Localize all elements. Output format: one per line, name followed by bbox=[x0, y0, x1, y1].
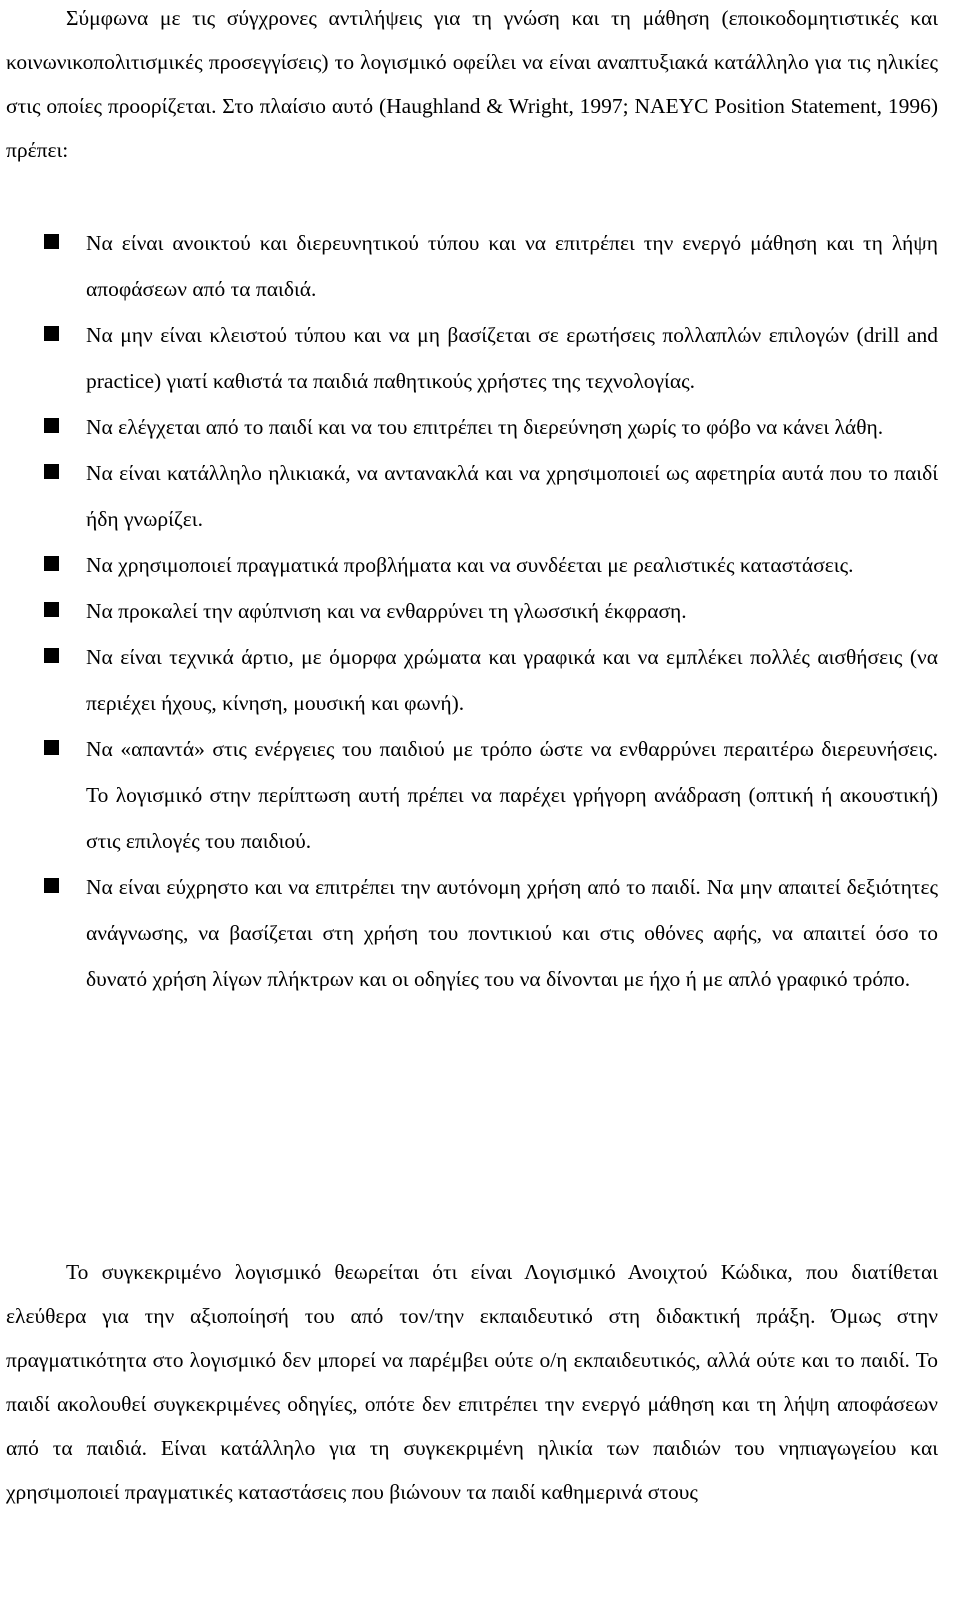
list-item-text: Να είναι κατάλληλο ηλικιακά, να αντανακλά και να χρησιμοποιεί ως αφετηρία αυτά που το παιδί ήδη γνωρίζει. bbox=[86, 461, 938, 531]
list-item-text: Να ελέγχεται από το παιδί και να του επιτρέπει τη διερεύνηση χωρίς το φόβο να κάνει λάθη. bbox=[86, 415, 884, 439]
intro-paragraph: Σύμφωνα με τις σύγχρονες αντιλήψεις για τη γνώση και τη μάθηση (εποικοδομητιστικές και κοινωνικοπολιτισμικές προσεγγίσεις) το λογισμικό οφείλει να είναι αναπτυξιακά κατάλληλο για τις ηλικίες στις οποίες προορίζεται. Στο πλαίσιο αυτό (Haughland & Wright, 1997; NAEYC Position Statement, 1996) πρέπει: bbox=[6, 6, 938, 162]
list-item-text: Να χρησιμοποιεί πραγματικά προβλήματα και να συνδέεται με ρεαλιστικές καταστάσεις. bbox=[86, 553, 854, 577]
list-item bbox=[0, 634, 960, 726]
list-item bbox=[0, 220, 960, 312]
square-bullet-icon bbox=[44, 602, 59, 617]
list-item bbox=[0, 450, 960, 542]
square-bullet-icon bbox=[44, 464, 59, 479]
list-item bbox=[0, 588, 960, 634]
square-bullet-icon bbox=[44, 418, 59, 433]
list-item bbox=[0, 312, 960, 404]
list-item bbox=[0, 404, 960, 450]
square-bullet-icon bbox=[44, 556, 59, 571]
square-bullet-icon bbox=[44, 326, 59, 341]
list-item bbox=[0, 864, 960, 1002]
list-item-text: Να μην είναι κλειστού τύπου και να μη βασίζεται σε ερωτήσεις πολλαπλών επιλογών (drill and practice) γιατί καθιστά τα παιδιά παθητικούς χρήστες της τεχνολογίας. bbox=[86, 323, 938, 393]
list-item-text: Να είναι τεχνικά άρτιο, με όμορφα χρώματα και γραφικά και να εμπλέκει πολλές αισθήσεις (να περιέχει ήχους, κίνηση, μουσική και φωνή). bbox=[86, 645, 938, 715]
square-bullet-icon bbox=[44, 234, 59, 249]
closing-paragraph: Το συγκεκριμένο λογισμικό θεωρείται ότι είναι Λογισμικό Ανοιχτού Κώδικα, που διατίθεται ελεύθερα για την αξιοποίησή του από τον/την εκπαιδευτικό στη διδακτική πράξη. Όμως στην πραγματικότητα στο λογισμικό δεν μπορεί να παρέμβει ούτε ο/η εκπαιδευτικός, αλλά ούτε και το παιδί. Το παιδί ακολουθεί συγκεκριμένες οδηγίες, οπότε δεν επιτρέπει την ενεργό μάθηση και τη λήψη αποφάσεων από τα παιδιά. Είναι κατάλληλο για τη συγκεκριμένη ηλικία των παιδιών του νηπιαγωγείου και χρησιμοποιεί πραγματικές καταστάσεις που βιώνουν τα παιδί καθημερινά στους bbox=[6, 1260, 938, 1504]
list-item-text: Να προκαλεί την αφύπνιση και να ενθαρρύνει τη γλωσσική έκφραση. bbox=[86, 599, 687, 623]
list-item bbox=[0, 726, 960, 864]
square-bullet-icon bbox=[44, 648, 59, 663]
list-item-text: Να είναι ανοικτού και διερευνητικού τύπου και να επιτρέπει την ενεργό μάθηση και τη λήψη αποφάσεων από τα παιδιά. bbox=[86, 231, 938, 301]
requirements-list bbox=[0, 220, 960, 1002]
square-bullet-icon bbox=[44, 740, 59, 755]
square-bullet-icon bbox=[44, 878, 59, 893]
list-item-text: Να είναι εύχρηστο και να επιτρέπει την αυτόνομη χρήση από το παιδί. Να μην απαιτεί δεξιότητες ανάγνωσης, να βασίζεται στη χρήση του ποντικιού και στις οθόνες αφής, να απαιτεί όσο το δυνατό χρήση λίγων πλήκτρων και οι οδηγίες του να δίνονται με ήχο ή με απλό γραφικό τρόπο. bbox=[86, 875, 938, 991]
list-item bbox=[0, 542, 960, 588]
list-item-text: Να «απαντά» στις ενέργειες του παιδιού με τρόπο ώστε να ενθαρρύνει περαιτέρω διερευνήσεις. Το λογισμικό στην περίπτωση αυτή πρέπει να παρέχει γρήγορη ανάδραση (οπτική ή ακουστική) στις επιλογές του παιδιού. bbox=[86, 737, 938, 853]
